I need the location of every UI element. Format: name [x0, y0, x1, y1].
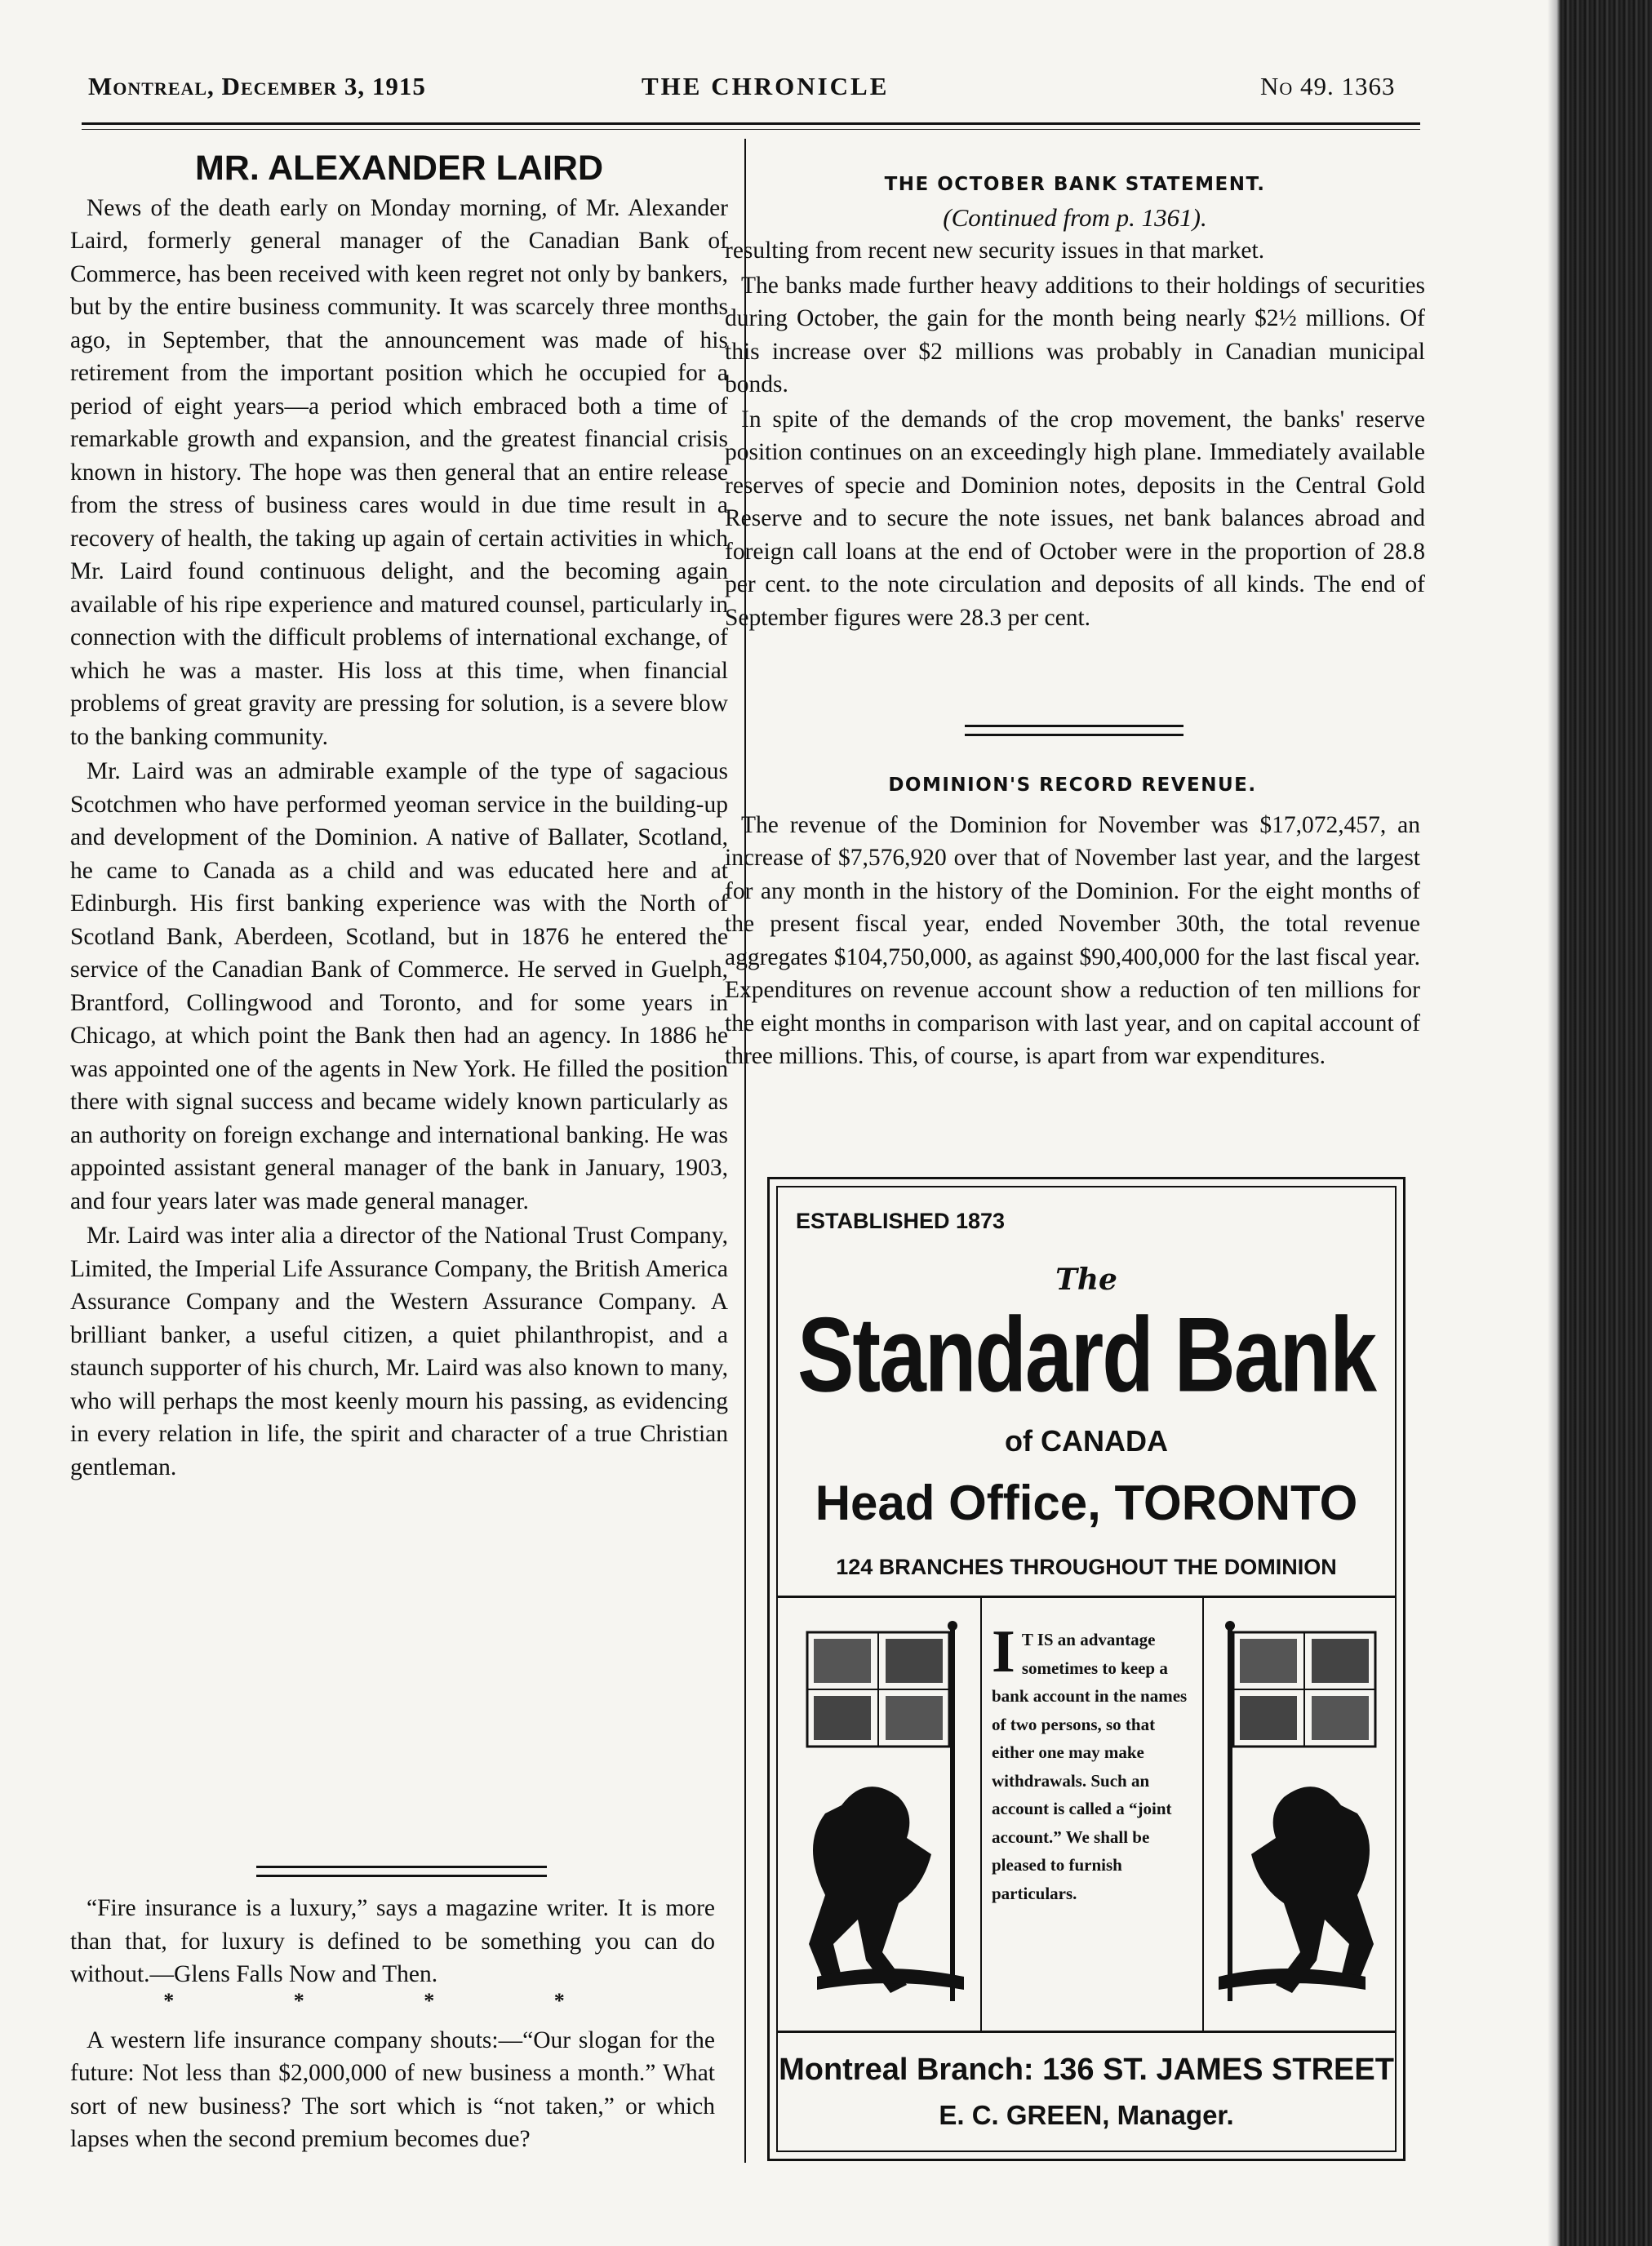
october-title: THE OCTOBER BANK STATEMENT. — [884, 174, 1266, 195]
ad-blurb — [992, 1618, 1189, 1907]
ad-montreal-branch: Montreal Branch: 136 ST. JAMES STREET — [779, 2053, 1394, 2087]
fire-insurance-paragraph: “Fire insurance is a luxury,” says a magazine writer. It is more than that, for luxury is defined to be something you can do without.—Glens Falls Now and Then. — [70, 1895, 715, 1987]
laird-paragraph-2: Mr. Laird was an admirable example of the type of sagacious Scotchmen who have performed yeoman service in the building-up and development of the Dominion. A native of Ballater, Scotland, he came to Canada as a child and was educated here and at Edinburgh. His first banking experience was with the North of Scotland Bank, Aberdeen, Scotland, but in 1876 he entered the service of the Canadian Bank of Commerce. He served in Guelph, Brantford, Collingwood and Toronto, and for some years in Chicago, at which point the Bank then had an agency. In 1886 he was appointed one of the agents in New York. He filled the position there with signal success and became widely known particularly as an authority on foreign exchange and international banking. He was appointed assistant general manager of the bank in January, 1903, and four years later was made general manager. — [70, 758, 728, 1214]
ad-panel-divider-right — [1202, 1598, 1204, 2031]
header-date: Montreal, December 3, 1915 — [88, 72, 426, 100]
laird-headline: MR. ALEXANDER LAIRD — [194, 149, 604, 188]
book-spine — [1561, 0, 1652, 2246]
header-rule — [82, 122, 1420, 125]
laird-paragraph-1: News of the death early on Monday morning, of Mr. Alexander Laird, formerly general manager of the Canadian Bank of Commerce, has been received with keen regret not only by bankers, but by the entire business community. It was scarcely three months ago, in September, that the announcement was made of his retirement from the important position which he occupied for a period of eight years—a period which embraced both a time of remarkable growth and expansion, and the greatest financial crisis known in history. The hope was then general that an entire release from the stress of business cares would in due time result in a recovery of health, the taking up again of certain activities in which Mr. Laird found continuous delight, and the becoming again available of his ripe experience and matured counsel, particularly in connection with the difficult problems of international exchange, of which he was a master. His loss at this time, when financial problems of great gravity are pressing for solution, is a severe blow to the banking community. — [70, 194, 728, 750]
left-double-rule — [256, 1866, 547, 1877]
revenue-section — [725, 769, 1420, 1073]
left-column-lower — [70, 1892, 715, 2156]
revenue-paragraph: The revenue of the Dominion for November was $17,072,457, an increase of $7,576,920 over that of November last year, and the largest for any month in the history of the Dominion. For the eight months of the present fiscal year, ended November 30th, the total revenue aggregates $104,750,000, as against $90,400,000 for the last fiscal year. Expenditures on revenue account show a reduction of ten millions for the eight months in comparison with last year, and on capital account of three millions. This, of course, is apart from war expenditures. — [725, 811, 1420, 1069]
ad-bank-name: Standard Bank — [797, 1296, 1375, 1415]
ad-panel-divider-left — [980, 1598, 982, 2031]
header-title: THE CHRONICLE — [642, 72, 890, 100]
ad-blurb-dropcap: I — [992, 1618, 1015, 1685]
ad-established: ESTABLISHED 1873 — [796, 1209, 1006, 1233]
ad-blurb-text: T IS an advantage sometimes to keep a bank account in the names of two persons, so that either one may make withdrawals. Such an account is called a “joint account.” We shall be pleased to furnish particulars. — [992, 1630, 1188, 1903]
page-edge-shadow — [1548, 0, 1561, 2246]
lion-flag-crest-left — [793, 1618, 972, 2017]
ad-head-office: Head Office, TORONTO — [815, 1476, 1358, 1530]
revenue-title: DOMINION'S RECORD REVENUE. — [888, 775, 1257, 796]
ad-panel — [778, 1596, 1395, 2033]
right-column — [725, 168, 1425, 634]
october-paragraph-2: The banks made further heavy additions to their holdings of securities during October, the gain for the month being nearly $2½ millions. Of this increase over $2 millions was probably in Canadian municipal bonds. — [725, 272, 1425, 397]
october-paragraph-1: resulting from recent new security issues in that market. — [725, 237, 1265, 264]
ad-the: The — [1055, 1263, 1117, 1297]
standard-bank-ad — [767, 1177, 1406, 2161]
lion-flag-crest-right — [1210, 1618, 1390, 2017]
october-subtitle: (Continued from p. 1361). — [943, 202, 1207, 232]
section-stars: * * * * — [163, 1988, 622, 2013]
ad-inner-border — [776, 1186, 1397, 2152]
right-double-rule — [965, 725, 1183, 736]
october-paragraph-3: In spite of the demands of the crop movement, the banks' reserve position continues on an exceedingly high plane. Immediately available reserves of specie and Dominion notes, deposits in the Central Gold Reserve and to secure the note issues, net bank balances abroad and foreign call loans at the end of October were in the proportion of 28.8 per cent. to the note circulation and deposits of all kinds. The end of September figures were 28.3 per cent. — [725, 406, 1425, 631]
ad-of-canada: of CANADA — [1005, 1424, 1168, 1458]
left-column — [70, 149, 728, 1484]
slogan-paragraph: A western life insurance company shouts:—“Our slogan for the future: Not less than $2,000,000 of new business a month.” What sort of new business? The sort which is “not taken,” or which lapses when the second premium becomes due? — [70, 2026, 715, 2152]
header-page-number: No 49. 1363 — [1260, 72, 1396, 100]
laird-paragraph-3: Mr. Laird was inter alia a director of the National Trust Company, Limited, the Imperial Life Assurance Company, the British America Assurance Company and the Western Assurance Company. A brilliant banker, a useful citizen, a quiet philanthropist, and a staunch supporter of his church, Mr. Laird was also known to many, who will perhaps the most keenly mourn his passing, as evidencing in every relation in life, the spirit and character of a true Christian gentleman. — [70, 1223, 728, 1480]
ad-manager: E. C. GREEN, Manager. — [939, 2100, 1234, 2130]
header-rule-thin — [82, 129, 1420, 130]
ad-branches: 124 BRANCHES THROUGHOUT THE DOMINION — [836, 1555, 1337, 1579]
